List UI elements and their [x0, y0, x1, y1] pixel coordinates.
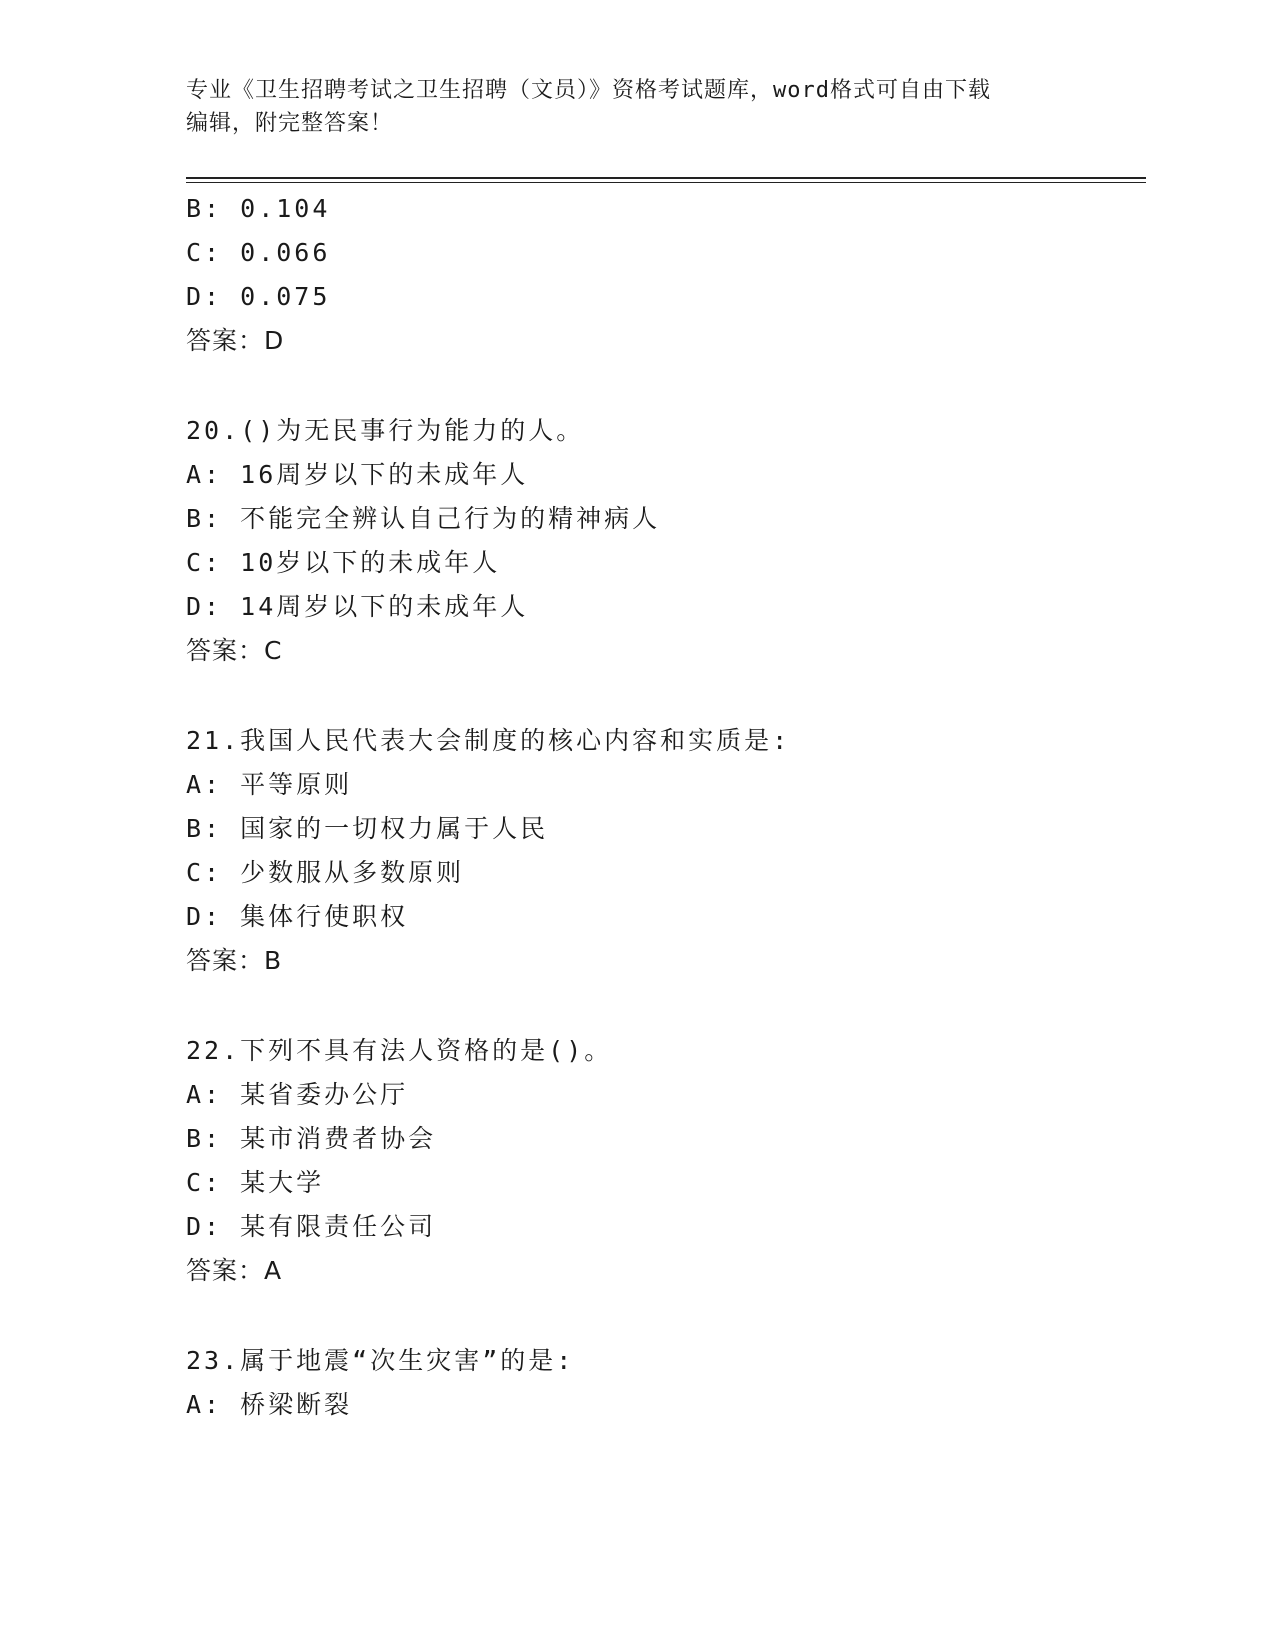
question-stem: 20.()为无民事行为能力的人。 [186, 416, 585, 445]
header-divider [186, 177, 1146, 179]
option-b: B: 某市消费者协会 [186, 1124, 437, 1153]
option-b: B: 国家的一切权力属于人民 [186, 814, 549, 843]
option-b: B: 不能完全辨认自己行为的精神病人 [186, 504, 661, 533]
answer-label: 答案：C [186, 636, 283, 665]
option-b: B: 0.104 [186, 194, 331, 223]
header-divider-thin [186, 182, 1146, 183]
option-a: A: 16周岁以下的未成年人 [186, 460, 529, 489]
question-stem: 22.下列不具有法人资格的是()。 [186, 1036, 613, 1065]
option-a: A: 平等原则 [186, 770, 353, 799]
header-line-1: 专业《卫生招聘考试之卫生招聘（文员）》资格考试题库，word格式可自由下载 [186, 78, 991, 103]
question-stem: 21.我国人民代表大会制度的核心内容和实质是: [186, 726, 791, 755]
option-d: D: 集体行使职权 [186, 902, 409, 931]
option-d: D: 0.075 [186, 282, 331, 311]
answer-label: 答案：B [186, 946, 283, 975]
option-a: A: 桥梁断裂 [186, 1390, 353, 1419]
option-c: C: 0.066 [186, 238, 331, 267]
document-header [186, 74, 1086, 140]
option-d: D: 14周岁以下的未成年人 [186, 592, 529, 621]
header-line-2: 编辑，附完整答案！ [186, 111, 394, 136]
option-c: C: 少数服从多数原则 [186, 858, 465, 887]
option-a: A: 某省委办公厅 [186, 1080, 409, 1109]
answer-label: 答案：D [186, 326, 285, 355]
answer-label: 答案：A [186, 1256, 283, 1285]
option-c: C: 某大学 [186, 1168, 325, 1197]
option-c: C: 10岁以下的未成年人 [186, 548, 501, 577]
option-d: D: 某有限责任公司 [186, 1212, 437, 1241]
question-stem: 23.属于地震“次生灾害”的是: [186, 1346, 575, 1375]
